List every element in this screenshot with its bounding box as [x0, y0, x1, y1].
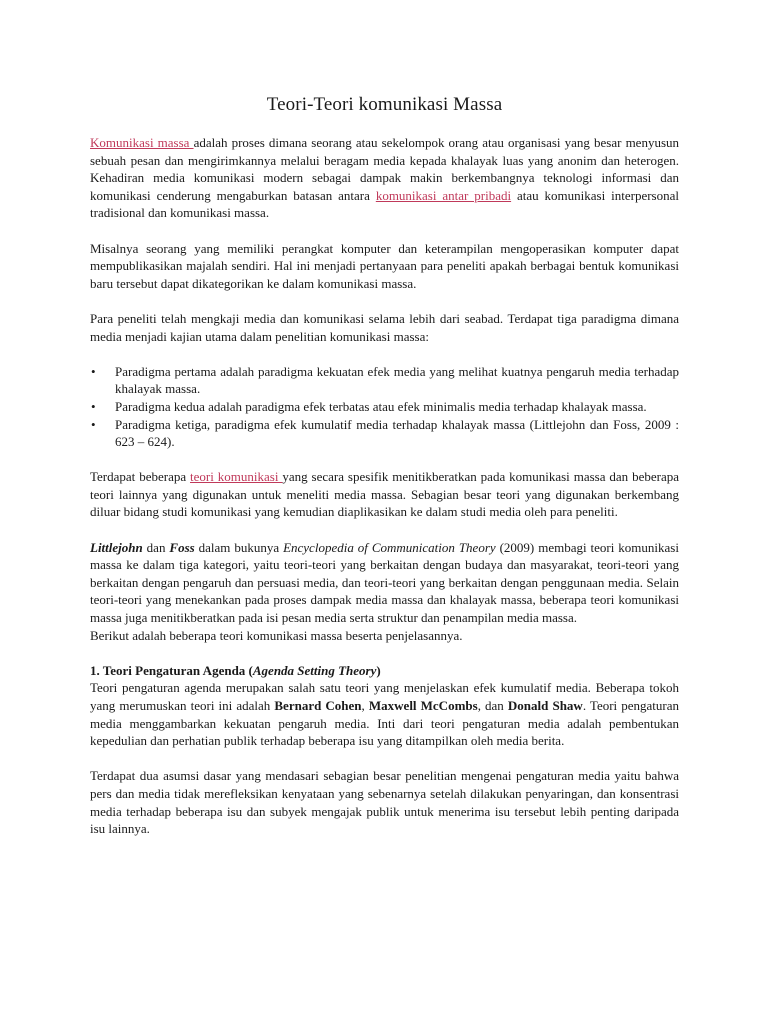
list-item-text: Paradigma kedua adalah paradigma efek terbatas atau efek minimalis media terhadap khalayak massa. [115, 398, 647, 414]
paragraph-text: dalam bukunya [194, 539, 284, 555]
list-item [91, 416, 679, 451]
author-name: Littlejohn [90, 539, 143, 555]
heading-text: ) [376, 662, 381, 678]
paragraph-spacer [90, 644, 679, 662]
paragraph-text: , [361, 698, 369, 713]
paradigm-list [90, 363, 679, 451]
paragraph-text: dan [142, 539, 170, 555]
paragraph-text: yang secara spesifik menitikberatkan pada komunikasi massa dan beberapa teori lainnya yang digunakan untuk meneliti media massa. Sebagian besar teori yang digunakan berkembang diluar bidang studi komunikasi yang kemudian diaplikasikan ke dalam studi media oleh para peneliti. [90, 469, 679, 520]
paragraph-text: . Teori pengaturan media menggambarkan kekuatan pengaruh media. Inti dari teori pengaturan media adalah pembentukan kepedulian dan perhatian publik terhadap beberapa isu yang ditampilkan oleh media berita. [90, 698, 680, 749]
bullet-icon: • [91, 416, 96, 432]
paragraph-theories [90, 468, 679, 521]
paragraph-text: atau komunikasi interpersonal tradisional dan komunikasi massa. [90, 187, 679, 221]
paragraph-text: Teori pengaturan agenda merupakan salah satu teori yang menjelaskan efek kumulatif media. Beberapa tokoh yang merumuskan teori ini adalah [90, 680, 679, 713]
paragraph-spacer [90, 750, 679, 768]
link-komunikasi-massa[interactable]: Komunikasi massa [90, 135, 194, 150]
paragraph-paradigms-intro: Para peneliti telah mengkaji media dan komunikasi selama lebih dari seabad. Terdapat tiga paradigma dimana media menjadi kajian utama dalam penelitian komunikasi massa: [90, 310, 679, 344]
paragraph-spacer [90, 292, 679, 310]
link-teori-komunikasi[interactable]: teori komunikasi [190, 469, 283, 485]
person-name: Maxwell McCombs [368, 698, 478, 713]
paragraph-text: (2009) membagi teori komunikasi massa ke dalam tiga kategori, yaitu teori-teori yang berkaitan dengan budaya dan masyarakat, teori-teori yang berkaitan dengan pengaruh dan persuasi media, dan teori-teori yang berkaitan dengan penggunaan media. Selain teori-teori yang menekankan pada proses dampak media massa dan khalayak massa, beberapa teori komunikasi massa juga menitikberatkan pada isi pesan media serta struktur dan penampilan media massa. [90, 539, 679, 626]
paragraph-spacer [90, 521, 679, 539]
paragraph-example: Misalnya seorang yang memiliki perangkat komputer dan keterampilan mengoperasikan komputer dapat mempublikasikan majalah sendiri. Hal ini menjadi pertanyaan para peneliti apakah berbagai bentuk komunikasi baru tersebut dapat dikategorikan ke dalam komunikasi massa. [90, 240, 679, 291]
heading-emphasis: Agenda Setting Theory [252, 662, 377, 678]
paragraph-assumptions: Terdapat dua asumsi dasar yang mendasari sebagian besar penelitian mengenai pengaturan media yaitu bahwa pers dan media tidak merefleksikan kenyataan yang sebenarnya setelah dilakukan penyaringan, dan konsentrasi media terhadap beberapa isu dan subyek mengajak publik untuk menerima isu tersebut lebih penting daripada isu lainnya. [90, 768, 679, 837]
bullet-icon: • [91, 398, 96, 414]
paragraph-littlejohn [90, 539, 679, 627]
paragraph-text: , dan [477, 698, 508, 713]
paragraph-spacer [90, 345, 679, 363]
person-name: Bernard Cohen [274, 698, 362, 713]
heading-text: 1. Teori Pengaturan Agenda ( [90, 662, 253, 678]
paragraph-text: Terdapat beberapa [90, 469, 191, 485]
book-title: Encyclopedia of Communication Theory [283, 539, 496, 555]
list-item [91, 363, 679, 398]
author-name: Foss [169, 539, 195, 555]
paragraph-following: Berikut adalah beberapa teori komunikasi massa beserta penjelasannya. [90, 627, 463, 643]
paragraph-agenda-setting [90, 679, 679, 749]
list-item-text: Paradigma ketiga, paradigma efek kumulatif media terhadap khalayak massa (Littlejohn dan Foss, 2009 : 623 – 624). [115, 416, 679, 450]
paragraph-intro [90, 134, 679, 222]
bullet-icon: • [91, 363, 96, 379]
document-page [90, 94, 679, 838]
list-item-text: Paradigma pertama adalah paradigma kekuatan efek media yang melihat kuatnya pengaruh media terhadap khalayak massa. [115, 363, 679, 397]
section-heading-agenda-setting [90, 662, 679, 680]
paragraph-spacer [90, 222, 679, 240]
list-item [91, 398, 679, 416]
page-title: Teori-Teori komunikasi Massa [266, 94, 503, 115]
paragraph-spacer [90, 451, 679, 469]
link-komunikasi-antar-pribadi[interactable]: komunikasi antar pribadi [375, 187, 512, 203]
paragraph-text: adalah proses dimana seorang atau sekelompok orang atau organisasi yang besar menyusun sebuah pesan dan mengirimkannya melalui beragam media kepada khalayak luas yang anonim dan heterogen. Kehadiran media komunikasi modern sebagai dampak makin berkembangnya teknologi informasi dan komunikasi cenderung mengaburkan batasan antara [90, 135, 680, 203]
person-name: Donald Shaw [507, 698, 583, 713]
